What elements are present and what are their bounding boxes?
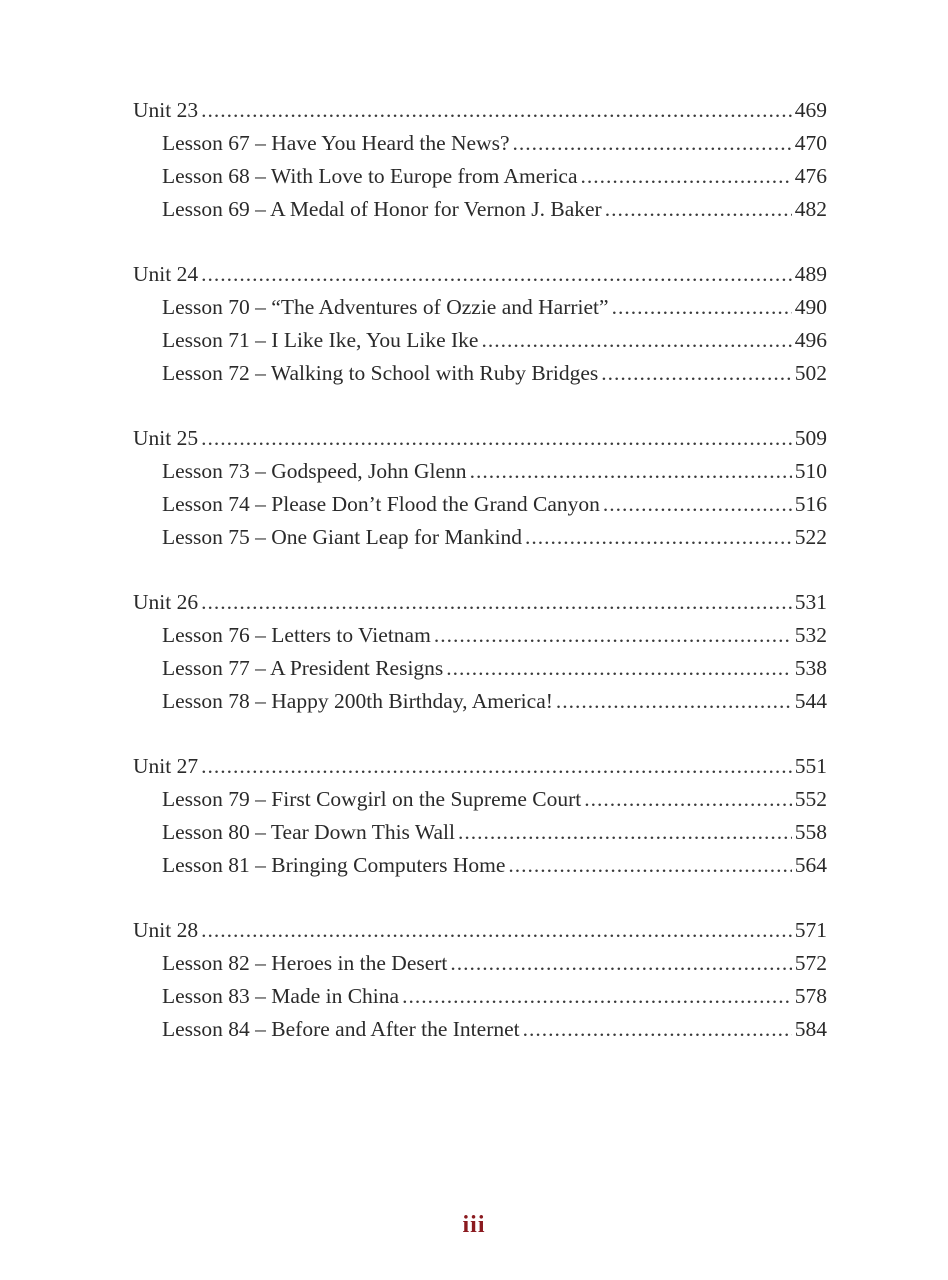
- lesson-title: Lesson 80 – Tear Down This Wall: [162, 820, 455, 844]
- unit-block: [133, 422, 827, 554]
- lesson-title: Lesson 73 – Godspeed, John Glenn: [162, 459, 467, 483]
- toc-lesson-entry: [133, 947, 827, 980]
- lesson-title: Lesson 82 – Heroes in the Desert: [162, 951, 448, 975]
- lesson-title: Lesson 70 – “The Adventures of Ozzie and Harriet”: [162, 295, 609, 319]
- unit-title: Unit 27: [133, 754, 199, 778]
- toc-lesson-entry: [133, 619, 827, 652]
- dot-leader: [201, 914, 792, 947]
- toc-lesson-entry: [133, 455, 827, 488]
- lesson-page-number: 572: [794, 951, 827, 975]
- toc-lesson-entry: [133, 160, 827, 193]
- unit-block: [133, 914, 827, 1046]
- lesson-page-number: 502: [794, 361, 827, 385]
- lesson-page-number: 564: [794, 853, 827, 877]
- lesson-title: Lesson 68 – With Love to Europe from America: [162, 164, 578, 188]
- lesson-title: Lesson 76 – Letters to Vietnam: [162, 623, 431, 647]
- lesson-title: Lesson 79 – First Cowgirl on the Supreme Court: [162, 787, 582, 811]
- toc-lesson-entry: [133, 849, 827, 882]
- dot-leader: [581, 160, 792, 193]
- toc-lesson-entry: [133, 324, 827, 357]
- toc-unit-entry: [133, 422, 827, 455]
- table-of-contents: [133, 94, 827, 1078]
- dot-leader: [605, 193, 792, 226]
- dot-leader: [523, 1013, 792, 1046]
- lesson-page-number: 516: [794, 492, 827, 516]
- dot-leader: [481, 324, 791, 357]
- dot-leader: [603, 488, 792, 521]
- toc-unit-entry: [133, 94, 827, 127]
- toc-unit-entry: [133, 750, 827, 783]
- toc-unit-entry: [133, 914, 827, 947]
- unit-title: Unit 25: [133, 426, 199, 450]
- lesson-page-number: 532: [794, 623, 827, 647]
- dot-leader: [201, 750, 792, 783]
- unit-block: [133, 750, 827, 882]
- toc-lesson-entry: [133, 291, 827, 324]
- unit-title: Unit 26: [133, 590, 199, 614]
- dot-leader: [584, 783, 792, 816]
- lesson-page-number: 578: [794, 984, 827, 1008]
- lesson-title: Lesson 67 – Have You Heard the News?: [162, 131, 510, 155]
- dot-leader: [612, 291, 792, 324]
- toc-unit-entry: [133, 586, 827, 619]
- lesson-title: Lesson 77 – A President Resigns: [162, 656, 444, 680]
- lesson-title: Lesson 69 – A Medal of Honor for Vernon J. Baker: [162, 197, 602, 221]
- unit-block: [133, 586, 827, 718]
- dot-leader: [513, 127, 792, 160]
- dot-leader: [470, 455, 792, 488]
- toc-lesson-entry: [133, 816, 827, 849]
- lesson-page-number: 558: [794, 820, 827, 844]
- toc-lesson-entry: [133, 783, 827, 816]
- toc-unit-entry: [133, 258, 827, 291]
- dot-leader: [556, 685, 792, 718]
- unit-title: Unit 24: [133, 262, 199, 286]
- unit-title: Unit 23: [133, 98, 199, 122]
- lesson-page-number: 482: [794, 197, 827, 221]
- toc-lesson-entry: [133, 488, 827, 521]
- unit-block: [133, 94, 827, 226]
- toc-lesson-entry: [133, 980, 827, 1013]
- toc-lesson-entry: [133, 1013, 827, 1046]
- dot-leader: [450, 947, 791, 980]
- dot-leader: [525, 521, 792, 554]
- unit-page-number: 571: [794, 918, 827, 942]
- lesson-page-number: 510: [794, 459, 827, 483]
- dot-leader: [201, 422, 792, 455]
- lesson-page-number: 522: [794, 525, 827, 549]
- dot-leader: [201, 258, 792, 291]
- toc-lesson-entry: [133, 193, 827, 226]
- lesson-title: Lesson 81 – Bringing Computers Home: [162, 853, 506, 877]
- lesson-title: Lesson 83 – Made in China: [162, 984, 400, 1008]
- unit-title: Unit 28: [133, 918, 199, 942]
- lesson-title: Lesson 78 – Happy 200th Birthday, America!: [162, 689, 553, 713]
- unit-page-number: 469: [794, 98, 827, 122]
- lesson-page-number: 496: [794, 328, 827, 352]
- toc-lesson-entry: [133, 521, 827, 554]
- lesson-page-number: 552: [794, 787, 827, 811]
- toc-lesson-entry: [133, 127, 827, 160]
- lesson-title: Lesson 71 – I Like Ike, You Like Ike: [162, 328, 479, 352]
- toc-lesson-entry: [133, 357, 827, 390]
- lesson-title: Lesson 84 – Before and After the Internet: [162, 1017, 520, 1041]
- dot-leader: [508, 849, 791, 882]
- unit-page-number: 489: [794, 262, 827, 286]
- dot-leader: [446, 652, 791, 685]
- unit-page-number: 531: [794, 590, 827, 614]
- lesson-title: Lesson 74 – Please Don’t Flood the Grand Canyon: [162, 492, 600, 516]
- dot-leader: [458, 816, 792, 849]
- toc-lesson-entry: [133, 652, 827, 685]
- unit-block: [133, 258, 827, 390]
- dot-leader: [201, 94, 792, 127]
- lesson-page-number: 470: [794, 131, 827, 155]
- lesson-page-number: 544: [794, 689, 827, 713]
- toc-lesson-entry: [133, 685, 827, 718]
- lesson-title: Lesson 75 – One Giant Leap for Mankind: [162, 525, 523, 549]
- unit-page-number: 551: [794, 754, 827, 778]
- dot-leader: [402, 980, 792, 1013]
- page-number: iii: [462, 1212, 486, 1238]
- unit-page-number: 509: [794, 426, 827, 450]
- lesson-title: Lesson 72 – Walking to School with Ruby Bridges: [162, 361, 599, 385]
- lesson-page-number: 476: [794, 164, 827, 188]
- dot-leader: [601, 357, 792, 390]
- lesson-page-number: 490: [794, 295, 827, 319]
- lesson-page-number: 584: [794, 1017, 827, 1041]
- lesson-page-number: 538: [794, 656, 827, 680]
- dot-leader: [201, 586, 792, 619]
- dot-leader: [434, 619, 792, 652]
